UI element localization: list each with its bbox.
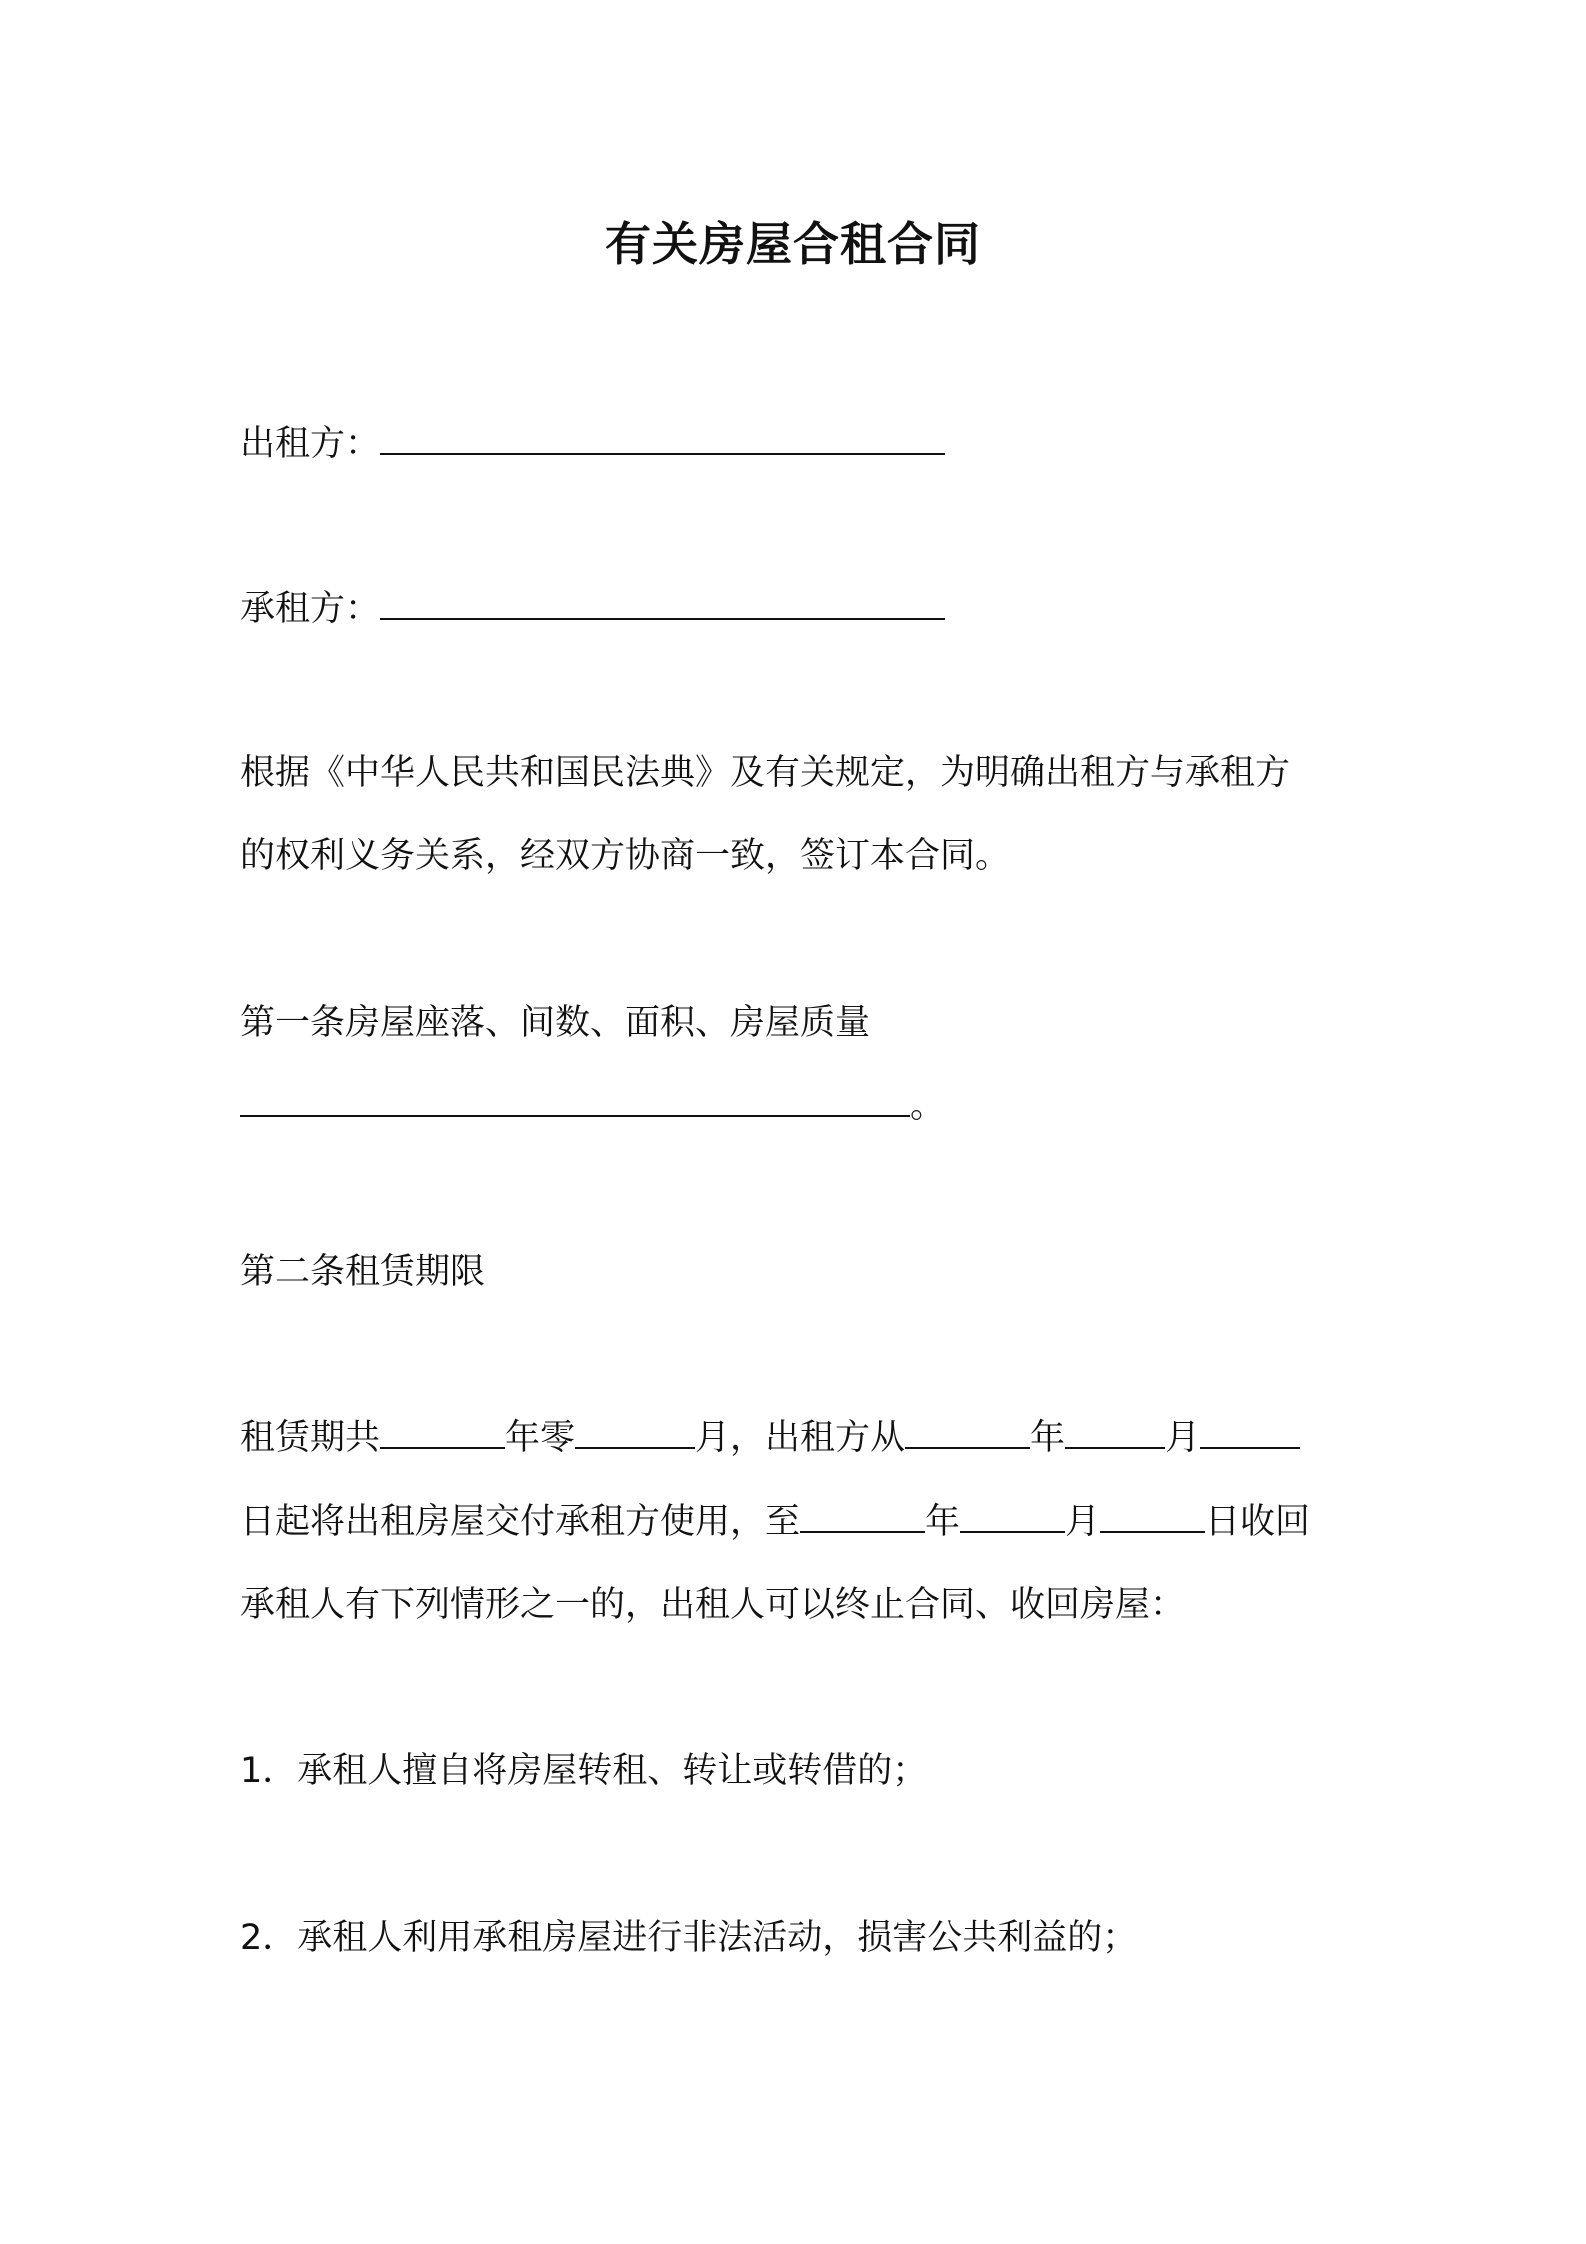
end-year-blank: [800, 1497, 925, 1533]
article1-blank: [240, 1081, 910, 1117]
end-month-blank: [960, 1497, 1065, 1533]
lessee-label: 承租方：: [240, 589, 381, 629]
document-title: 有关房屋合租合同: [605, 217, 981, 271]
lessor-blank: [380, 419, 945, 455]
termination-intro: 承租人有下列情形之一的，出租人可以终止合同、收回房屋：: [240, 1585, 1186, 1625]
term-2-text-2: 年: [925, 1502, 961, 1542]
term-2-text-3: 月: [1065, 1502, 1101, 1542]
term-1-text-3: 月，出租方从: [695, 1418, 906, 1458]
term-2-text-1: 日起将出租房屋交付承租方使用，至: [240, 1502, 801, 1542]
term-line-1: [240, 1413, 1360, 1463]
termination-item-2: 2．承租人利用承租房屋进行非法活动，损害公共利益的；: [240, 1918, 1138, 1958]
article2-heading: 第二条租赁期限: [240, 1252, 486, 1292]
start-year-blank: [905, 1413, 1030, 1449]
lessor-label: 出租方：: [240, 424, 381, 464]
term-line-2: [240, 1497, 1360, 1547]
article1-fill-line: [240, 1081, 1360, 1131]
term-1-text-4: 年: [1030, 1418, 1066, 1458]
term-1-text-5: 月: [1165, 1418, 1201, 1458]
end-day-blank: [1100, 1497, 1205, 1533]
lessee-line: [240, 584, 1360, 634]
article1-heading: 第一条房屋座落、间数、面积、房屋质量: [240, 1003, 871, 1043]
termination-item-1: 1．承租人擅自将房屋转租、转让或转借的；: [240, 1751, 928, 1791]
term-1-text-2: 年零: [505, 1418, 576, 1458]
intro-line-1: 根据《中华人民共和国民法典》及有关规定，为明确出租方与承租方: [240, 753, 1291, 793]
term-1-text-1: 租赁期共: [240, 1418, 381, 1458]
term-2-text-4: 日收回: [1205, 1502, 1311, 1542]
term-months-blank: [575, 1413, 695, 1449]
start-day-blank: [1200, 1413, 1300, 1449]
article1-end: 。: [910, 1086, 946, 1126]
term-years-blank: [380, 1413, 505, 1449]
intro-line-2: 的权利义务关系，经双方协商一致，签订本合同。: [240, 836, 1011, 876]
lessor-line: [240, 419, 1360, 469]
lessee-blank: [380, 584, 945, 620]
start-month-blank: [1065, 1413, 1165, 1449]
